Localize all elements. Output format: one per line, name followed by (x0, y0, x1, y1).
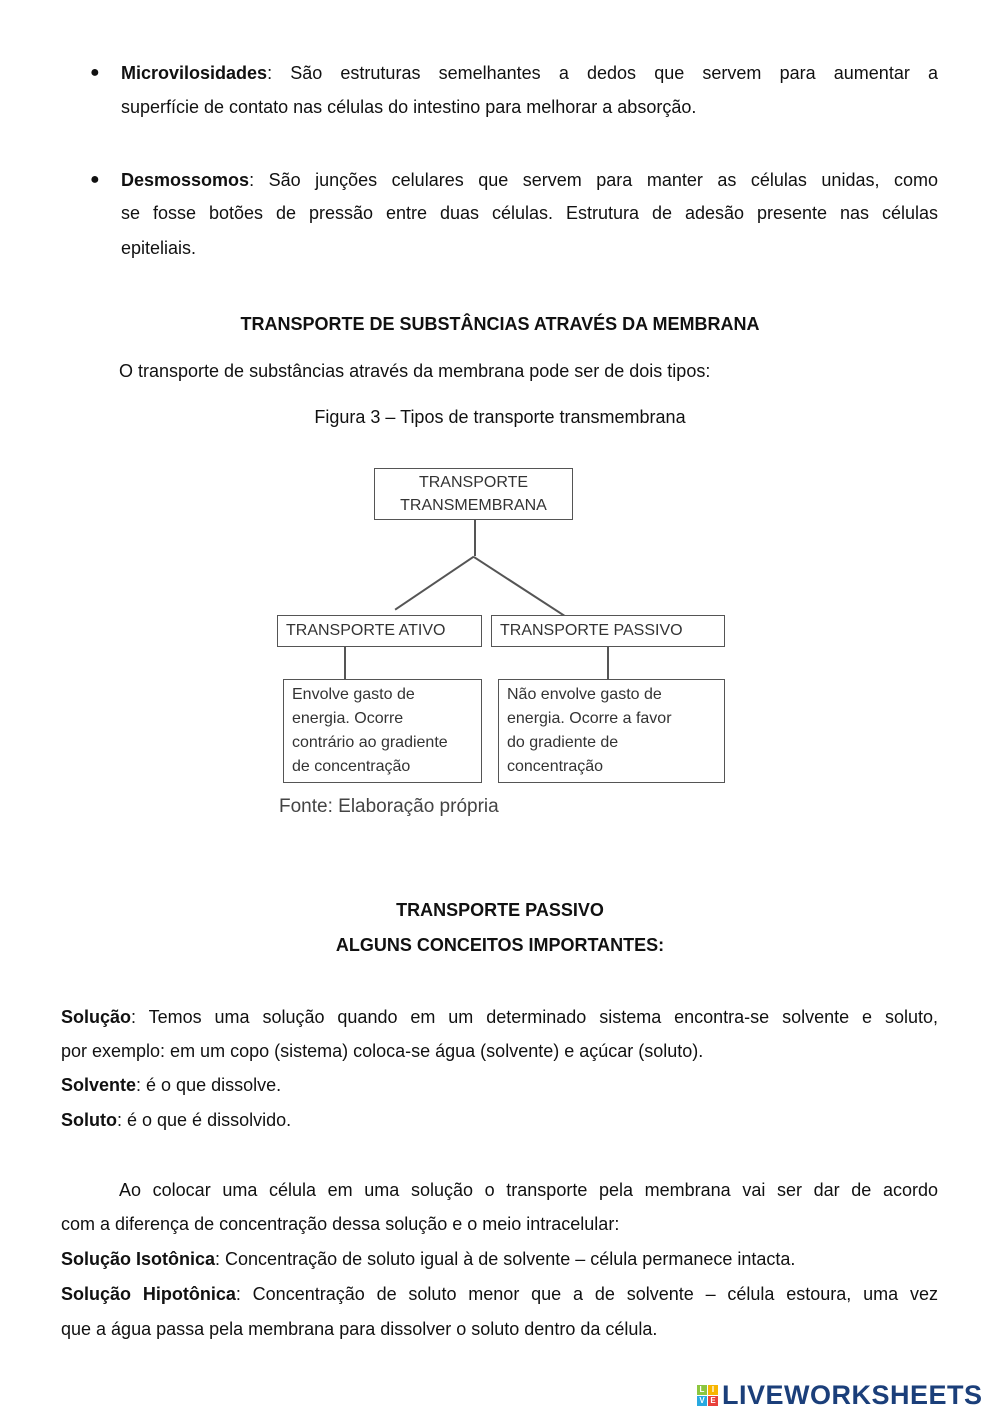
text: : Temos uma solução quando em um determinado sistema encontra-se solvente e soluto, (131, 1007, 938, 1027)
connector (607, 647, 609, 679)
logo-letter: V (697, 1396, 707, 1406)
term: Solução Isotônica (61, 1249, 216, 1269)
connector (344, 647, 346, 679)
logo-icon (697, 1385, 718, 1406)
term: Microvilosidades (121, 63, 268, 83)
paragraph-line: com a diferença de concentração dessa solução e o meio intracelular: (61, 1214, 620, 1234)
text: TRANSPORTE (418, 474, 529, 491)
text: do gradiente de (507, 734, 619, 751)
term: Desmossomos (121, 170, 250, 190)
subsection-heading: ALGUNS CONCEITOS IMPORTANTES: (335, 935, 665, 955)
connector (474, 520, 476, 556)
text: energia. Ocorre (292, 710, 404, 727)
definition-soluto (61, 1109, 291, 1131)
text-line: epiteliais. (121, 238, 197, 258)
text: : São estruturas semelhantes a dedos que servem para aumentar a (267, 63, 938, 83)
figure-source: Fonte: Elaboração própria (279, 796, 499, 817)
passive-box: TRANSPORTE PASSIVO (491, 615, 725, 647)
term: Soluto (61, 1110, 117, 1130)
bullet-desmossomos (121, 169, 938, 191)
text: : é o que dissolve. (136, 1075, 282, 1095)
text-line: por exemplo: em um copo (sistema) coloca-se água (solvente) e açúcar (soluto). (61, 1041, 704, 1061)
liveworksheets-logo (697, 1380, 983, 1411)
term: Solvente (61, 1075, 137, 1095)
term: Solução (61, 1007, 132, 1027)
connector (474, 556, 571, 620)
root-box (374, 468, 573, 520)
bullet-icon: ● (90, 171, 100, 188)
definition-isotonica (61, 1248, 795, 1270)
text: Não envolve gasto de (507, 686, 662, 703)
active-box: TRANSPORTE ATIVO (277, 615, 482, 647)
section-heading: TRANSPORTE PASSIVO (396, 900, 604, 920)
text: : Concentração de soluto igual à de solvente – célula permanece intacta. (215, 1249, 796, 1269)
text: : Concentração de soluto menor que a de solvente – célula estoura, uma vez (235, 1284, 938, 1304)
passive-description (498, 679, 725, 783)
section-heading: TRANSPORTE DE SUBSTÂNCIAS ATRAVÉS DA MEMBRANA (240, 314, 760, 334)
text-line: superfície de contato nas células do intestino para melhorar a absorção. (121, 97, 697, 117)
text: : São junções celulares que servem para manter as células unidas, como (249, 170, 938, 190)
term: Solução Hipotônica (61, 1284, 236, 1304)
logo-letter: I (708, 1385, 718, 1395)
text: contrário ao gradiente (292, 734, 448, 751)
intro-text: O transporte de substâncias através da membrana pode ser de dois tipos: (119, 361, 711, 381)
bullet-icon: ● (90, 64, 100, 81)
paragraph-line: Ao colocar uma célula em uma solução o transporte pela membrana vai ser dar de acordo (119, 1180, 938, 1200)
text-line: se fosse botões de pressão entre duas células. Estrutura de adesão presente nas células (121, 203, 938, 223)
figure-caption: Figura 3 – Tipos de transporte transmembrana (314, 407, 686, 427)
definition-solvente (61, 1074, 281, 1096)
text-line: que a água passa pela membrana para dissolver o soluto dentro da célula. (61, 1319, 658, 1339)
logo-letter: L (697, 1385, 707, 1395)
logo-letter: E (708, 1396, 718, 1406)
definition-hipotonica (61, 1283, 938, 1305)
text: Envolve gasto de (292, 686, 415, 703)
logo-text: LIVEWORKSHEETS (722, 1380, 983, 1410)
text: TRANSMEMBRANA (400, 497, 547, 514)
connector (395, 556, 475, 610)
text: de concentração (292, 758, 411, 775)
definition-solucao (61, 1006, 938, 1028)
active-description (283, 679, 482, 783)
text: : é o que é dissolvido. (117, 1110, 292, 1130)
text: concentração (507, 758, 604, 775)
text: energia. Ocorre a favor (507, 710, 672, 727)
bullet-microvilosidades (121, 62, 938, 84)
